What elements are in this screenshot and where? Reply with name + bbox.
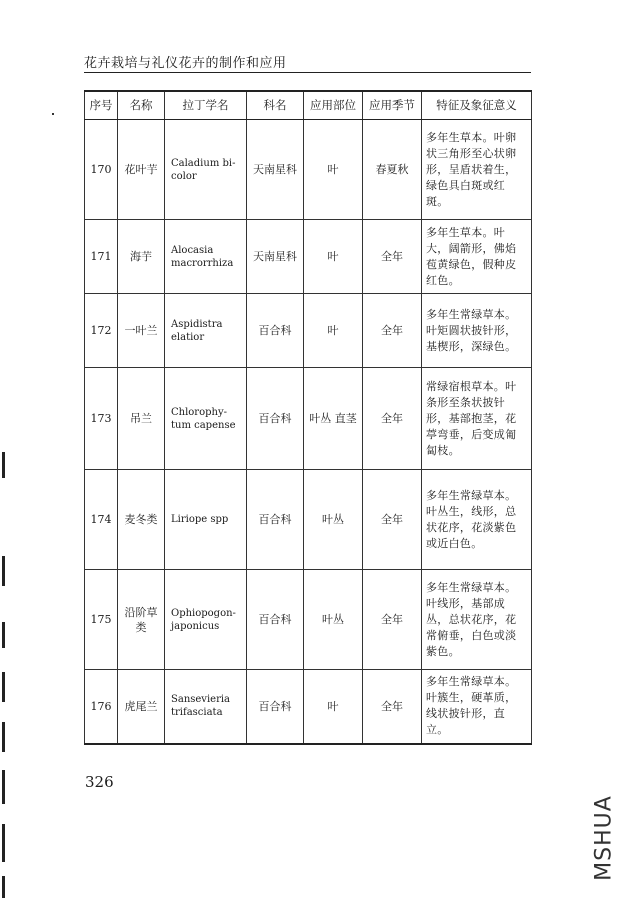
- margin-scan-mark: [2, 876, 5, 898]
- table-row: [85, 368, 532, 470]
- cell-family: 百合科: [247, 570, 304, 670]
- cell-part: 叶: [304, 294, 363, 368]
- cell-desc: 常绿宿根草本。叶条形至条状披针形，基部抱茎，花葶弯垂，后变成匍匐枝。: [422, 368, 532, 470]
- cell-season: 春夏秋: [363, 120, 422, 220]
- cell-desc: 多年生常绿草本。叶矩圆状披针形，基楔形，深绿色。: [422, 294, 532, 368]
- cell-season: 全年: [363, 470, 422, 570]
- header-name: 名称: [118, 91, 165, 120]
- table-row: [85, 670, 532, 744]
- cell-no: 175: [85, 570, 118, 670]
- cell-name: 沿阶草类: [118, 570, 165, 670]
- cell-family: 天南星科: [247, 220, 304, 294]
- cell-part: 叶丛 直茎: [304, 368, 363, 470]
- header-latin: 拉丁学名: [165, 91, 247, 120]
- page-number: 326: [85, 773, 114, 791]
- cell-season: 全年: [363, 368, 422, 470]
- cell-season: 全年: [363, 220, 422, 294]
- cell-desc: 多年生常绿草本。叶线形，基部成丛，总状花序，花常俯垂，白色或淡紫色。: [422, 570, 532, 670]
- cell-part: 叶丛: [304, 470, 363, 570]
- margin-scan-mark: [2, 622, 5, 648]
- cell-season: 全年: [363, 570, 422, 670]
- watermark: [592, 788, 616, 888]
- plant-table: [84, 90, 532, 745]
- table-row: [85, 120, 532, 220]
- cell-no: 173: [85, 368, 118, 470]
- cell-part: 叶丛: [304, 570, 363, 670]
- cell-latin: Alocasia macrorrhiza: [165, 220, 247, 294]
- margin-scan-mark: [2, 672, 5, 702]
- cell-part: 叶: [304, 220, 363, 294]
- margin-scan-mark: [2, 452, 5, 478]
- table-header-row: [85, 91, 532, 120]
- cell-family: 百合科: [247, 368, 304, 470]
- cell-desc: 多年生常绿草本。叶丛生，线形，总状花序，花淡紫色或近白色。: [422, 470, 532, 570]
- cell-no: 172: [85, 294, 118, 368]
- header-no: 序号: [85, 91, 118, 120]
- cell-latin: Chlorophy- tum capense: [165, 368, 247, 470]
- running-head: 花卉栽培与礼仪花卉的制作和应用: [84, 56, 287, 71]
- header-season: 应用季节: [363, 91, 422, 120]
- cell-latin: Sansevieria trifasciata: [165, 670, 247, 744]
- cell-desc: 多年生草本。叶卵状三角形至心状卵形，呈盾状着生，绿色具白斑或红斑。: [422, 120, 532, 220]
- margin-scan-mark: [2, 824, 5, 862]
- cell-no: 176: [85, 670, 118, 744]
- cell-name: 花叶芋: [118, 120, 165, 220]
- watermark-text: MSHUA: [591, 795, 617, 881]
- margin-scan-mark: [2, 556, 5, 586]
- cell-name: 虎尾兰: [118, 670, 165, 744]
- cell-latin: Aspidistra elatior: [165, 294, 247, 368]
- cell-family: 百合科: [247, 470, 304, 570]
- cell-no: 170: [85, 120, 118, 220]
- header-family: 科名: [247, 91, 304, 120]
- cell-latin: Liriope spp: [165, 470, 247, 570]
- cell-name: 麦冬类: [118, 470, 165, 570]
- table-row: [85, 220, 532, 294]
- cell-part: 叶: [304, 120, 363, 220]
- cell-season: 全年: [363, 670, 422, 744]
- table-row: [85, 470, 532, 570]
- cell-no: 171: [85, 220, 118, 294]
- cell-name: 一叶兰: [118, 294, 165, 368]
- margin-scan-mark: [2, 722, 5, 752]
- cell-family: 天南星科: [247, 120, 304, 220]
- header-desc: 特征及象征意义: [422, 91, 532, 120]
- cell-no: 174: [85, 470, 118, 570]
- cell-season: 全年: [363, 294, 422, 368]
- cell-desc: 多年生草本。叶大，阔箭形，佛焰苞黄绿色，假种皮红色。: [422, 220, 532, 294]
- cell-family: 百合科: [247, 670, 304, 744]
- cell-name: 海芋: [118, 220, 165, 294]
- cell-name: 吊兰: [118, 368, 165, 470]
- cell-desc: 多年生常绿草本。叶簇生，硬革质，线状披针形，直立。: [422, 670, 532, 744]
- table-row: [85, 294, 532, 368]
- stray-mark: [52, 113, 54, 115]
- cell-family: 百合科: [247, 294, 304, 368]
- header-part: 应用部位: [304, 91, 363, 120]
- cell-latin: Ophiopogon- japonicus: [165, 570, 247, 670]
- cell-latin: Caladium bi- color: [165, 120, 247, 220]
- cell-part: 叶: [304, 670, 363, 744]
- table-row: [85, 570, 532, 670]
- header-rule: [84, 72, 531, 73]
- margin-scan-mark: [2, 770, 5, 804]
